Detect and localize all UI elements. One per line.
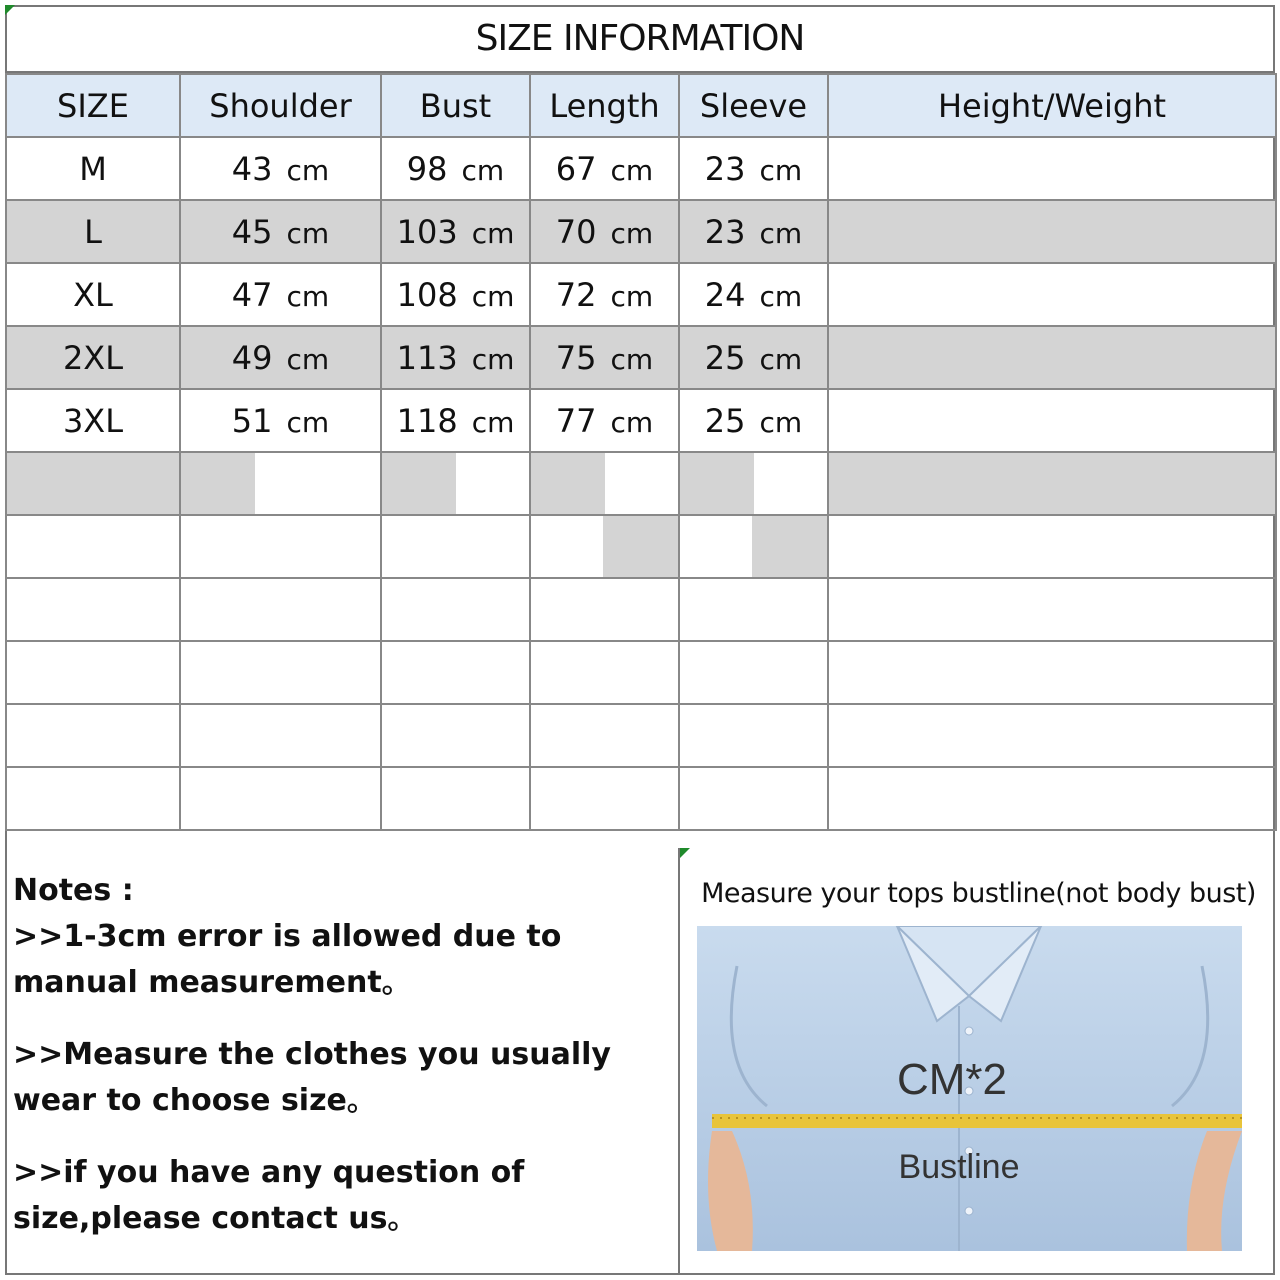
- empty-row: [6, 641, 1276, 704]
- empty-cell: [381, 704, 530, 767]
- empty-cell: [679, 578, 828, 641]
- photo-label-top: CM*2: [896, 1055, 1008, 1104]
- header-shoulder: Shoulder: [180, 74, 381, 137]
- empty-cell: [679, 767, 828, 830]
- empty-cell: [6, 452, 180, 515]
- cell-height-weight: [828, 200, 1276, 263]
- notes-heading: Notes :: [13, 873, 134, 908]
- table-row: [6, 326, 1276, 389]
- empty-cell: [6, 641, 180, 704]
- table-row: [6, 137, 1276, 200]
- chart-title: SIZE INFORMATION: [5, 5, 1275, 73]
- cell-size: M: [6, 137, 180, 200]
- cell-bust: 118 cm: [381, 389, 530, 452]
- size-table: [5, 73, 1277, 831]
- empty-cell: [679, 641, 828, 704]
- note-item: >>1-3cm error is allowed due to manual measurement。: [13, 919, 562, 1000]
- cell-length: 70 cm: [530, 200, 679, 263]
- cell-bust: 108 cm: [381, 263, 530, 326]
- cell-shoulder: 45 cm: [180, 200, 381, 263]
- cell-shoulder: 43 cm: [180, 137, 381, 200]
- cell-bust: 113 cm: [381, 326, 530, 389]
- empty-cell: [180, 578, 381, 641]
- cell-length: 72 cm: [530, 263, 679, 326]
- empty-cell: [530, 767, 679, 830]
- table-row: [6, 200, 1276, 263]
- empty-cell: [6, 515, 180, 578]
- header-bust: Bust: [381, 74, 530, 137]
- header-sleeve: Sleeve: [679, 74, 828, 137]
- cell-length: 75 cm: [530, 326, 679, 389]
- empty-cell: [180, 704, 381, 767]
- note-item: >>Measure the clothes you usually wear to choose size。: [13, 1037, 611, 1118]
- cell-size: 2XL: [6, 326, 180, 389]
- empty-cell: [679, 452, 828, 515]
- cell-height-weight: [828, 137, 1276, 200]
- empty-cell: [180, 515, 381, 578]
- cell-bust: 103 cm: [381, 200, 530, 263]
- corner-marker: [5, 5, 15, 15]
- table-row: [6, 389, 1276, 452]
- empty-cell: [180, 641, 381, 704]
- notes-panel: [5, 848, 680, 1275]
- cell-sleeve: 24 cm: [679, 263, 828, 326]
- empty-cell: [828, 452, 1276, 515]
- corner-marker: [680, 848, 690, 858]
- header-size: SIZE: [6, 74, 180, 137]
- empty-cell: [180, 767, 381, 830]
- cell-shoulder: 49 cm: [180, 326, 381, 389]
- cell-length: 67 cm: [530, 137, 679, 200]
- header-length: Length: [530, 74, 679, 137]
- measure-caption: Measure your tops bustline(not body bust): [701, 878, 1256, 909]
- shirt-bustline-photo: [697, 926, 1242, 1251]
- cell-size: L: [6, 200, 180, 263]
- empty-cell: [679, 704, 828, 767]
- empty-cell: [381, 515, 530, 578]
- cell-sleeve: 23 cm: [679, 200, 828, 263]
- cell-sleeve: 25 cm: [679, 389, 828, 452]
- empty-cell: [530, 641, 679, 704]
- cell-sleeve: 25 cm: [679, 326, 828, 389]
- empty-cell: [180, 452, 381, 515]
- measuring-tape: [712, 1114, 1242, 1128]
- cell-length: 77 cm: [530, 389, 679, 452]
- empty-row: [6, 578, 1276, 641]
- empty-row: [6, 767, 1276, 830]
- empty-row: [6, 452, 1276, 515]
- empty-cell: [6, 704, 180, 767]
- empty-cell: [828, 704, 1276, 767]
- empty-cell: [381, 641, 530, 704]
- cell-shoulder: 47 cm: [180, 263, 381, 326]
- empty-cell: [828, 767, 1276, 830]
- photo-label-bottom: Bustline: [898, 1148, 1020, 1186]
- cell-bust: 98 cm: [381, 137, 530, 200]
- cell-height-weight: [828, 263, 1276, 326]
- empty-row: [6, 704, 1276, 767]
- cell-size: 3XL: [6, 389, 180, 452]
- cell-shoulder: 51 cm: [180, 389, 381, 452]
- table-row: [6, 263, 1276, 326]
- empty-cell: [530, 704, 679, 767]
- cell-sleeve: 23 cm: [679, 137, 828, 200]
- empty-row: [6, 515, 1276, 578]
- empty-cell: [381, 578, 530, 641]
- note-item: >>if you have any question of size,please contact us。: [13, 1155, 525, 1236]
- header-height-weight: Height/Weight: [828, 74, 1276, 137]
- cell-height-weight: [828, 326, 1276, 389]
- empty-cell: [828, 515, 1276, 578]
- empty-cell: [381, 767, 530, 830]
- empty-cell: [530, 515, 679, 578]
- empty-cell: [381, 452, 530, 515]
- empty-cell: [530, 452, 679, 515]
- empty-cell: [6, 578, 180, 641]
- table-header-row: [6, 74, 1276, 137]
- cell-size: XL: [6, 263, 180, 326]
- empty-cell: [828, 641, 1276, 704]
- empty-cell: [828, 578, 1276, 641]
- measure-panel: [682, 848, 1275, 1275]
- empty-cell: [530, 578, 679, 641]
- empty-cell: [679, 515, 828, 578]
- empty-cell: [6, 767, 180, 830]
- cell-height-weight: [828, 389, 1276, 452]
